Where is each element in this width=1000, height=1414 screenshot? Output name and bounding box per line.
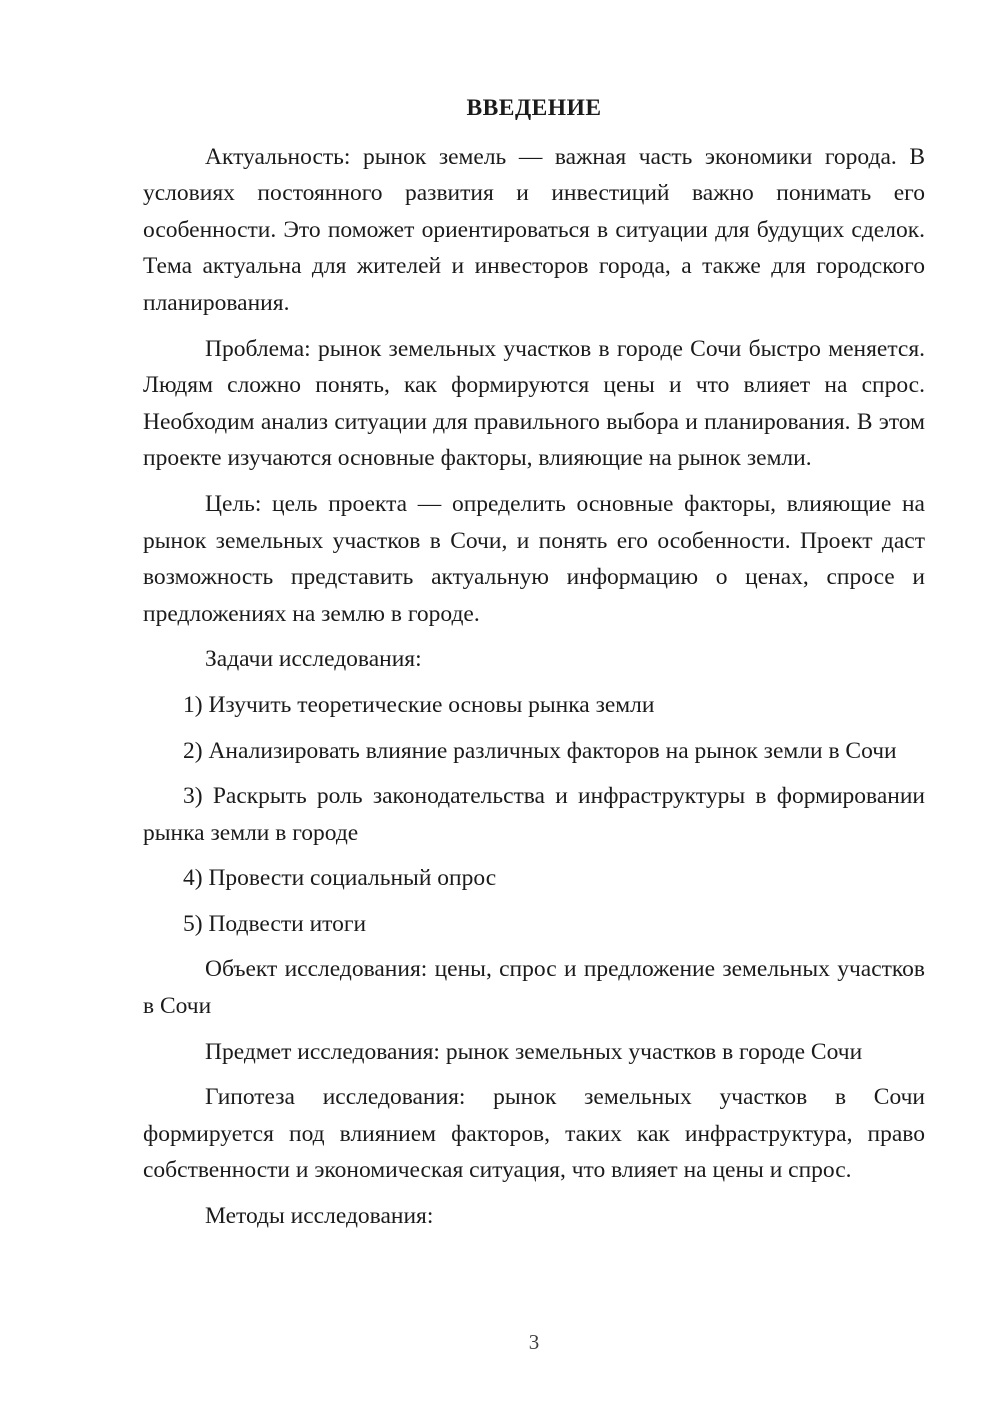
- paragraph-aktualnost: Актуальность: рынок земель — важная часть экономики города. В условиях постоянного развития и инвестиций важно понимать его особенности. Это поможет ориентироваться в ситуации для будущих сделок. Тема актуальна для жителей и инвесторов города, а также для городского планирования.: [143, 143, 925, 316]
- page-number: 3: [528, 1330, 540, 1354]
- paragraph-predmet: Предмет исследования: рынок земельных участков в городе Сочи: [205, 1038, 863, 1065]
- task-list-item-1: 1) Изучить теоретические основы рынка земли: [183, 691, 655, 718]
- task-list-item-4: 4) Провести социальный опрос: [183, 865, 497, 892]
- task-list-item-5: 5) Подвести итоги: [183, 910, 367, 937]
- page-title: ВВЕДЕНИЕ: [466, 95, 602, 121]
- paragraph-problema: Проблема: рынок земельных участков в городе Сочи быстро меняется. Людям сложно понять, как формируются цены и что влияет на спрос. Необходим анализ ситуации для правильного выбора и планирования. В этом проекте изучаются основные факторы, влияющие на рынок земли.: [143, 335, 925, 472]
- paragraph-zadachi-heading: Задачи исследования:: [205, 646, 422, 673]
- paragraph-metody-heading: Методы исследования:: [205, 1203, 434, 1230]
- paragraph-gipoteza: Гипотеза исследования: рынок земельных участков в Сочи формируется под влиянием факторов, таких как инфраструктура, право собственности и экономическая ситуация, что влияет на цены и спрос.: [143, 1084, 925, 1184]
- paragraph-obekt: Объект исследования: цены, спрос и предложение земельных участков в Сочи: [143, 956, 925, 1020]
- task-list-item-2: 2) Анализировать влияние различных факторов на рынок земли в Сочи: [183, 737, 897, 764]
- paragraph-tsel: Цель: цель проекта — определить основные факторы, влияющие на рынок земельных участков в Сочи, и понять его особенности. Проект даст возможность представить актуальную информацию о ценах, спросе и предложениях на землю в городе.: [143, 490, 925, 627]
- task-list-item-3: 3) Раскрыть роль законодательства и инфраструктуры в формировании рынка земли в городе: [143, 783, 925, 846]
